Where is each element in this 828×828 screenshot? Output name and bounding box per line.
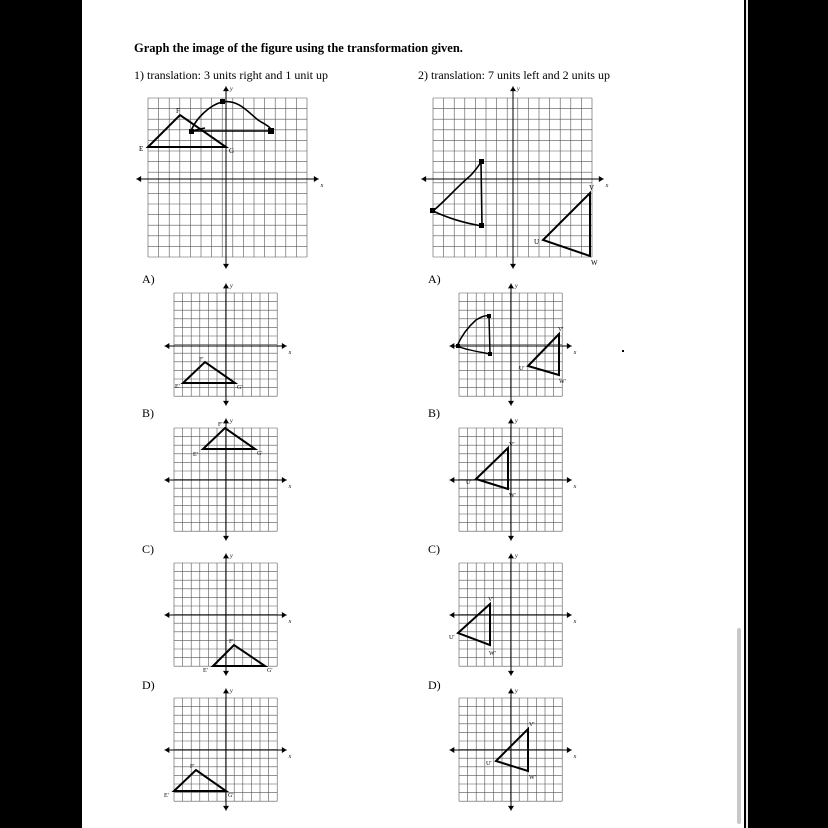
axis-arrow — [223, 671, 229, 676]
x-axis-label: x — [320, 183, 324, 189]
label-e-prime: E' — [175, 384, 180, 390]
window-edge — [746, 0, 748, 828]
label-f-prime: F' — [218, 422, 223, 428]
axis-arrow — [282, 477, 287, 483]
label-g-prime: G' — [257, 451, 263, 457]
axis-arrow — [567, 612, 572, 618]
label-v-prime: V' — [558, 327, 564, 333]
label-w: W — [591, 259, 598, 267]
axis-arrow — [567, 477, 572, 483]
label-u-prime: U' — [519, 366, 525, 372]
label-f: F — [176, 107, 180, 115]
option-1a-graph — [165, 285, 295, 410]
worksheet-heading: Graph the image of the figure using the transformation given. — [134, 41, 463, 55]
label-g-prime: G' — [228, 793, 234, 799]
axis-arrow — [421, 176, 426, 182]
option-2b-label: B) — [428, 406, 440, 420]
option-2a-graph — [448, 282, 583, 407]
axis-arrow — [599, 176, 604, 182]
axis-arrow — [165, 477, 170, 483]
y-axis-label: y — [517, 86, 520, 93]
axis-arrow — [508, 689, 514, 694]
axis-arrow — [510, 264, 516, 269]
triangle — [213, 645, 265, 666]
label-f-prime: F' — [199, 357, 204, 363]
axis-arrow — [165, 747, 170, 753]
label-f-prime: F' — [190, 764, 195, 770]
drawn-point — [456, 344, 460, 348]
problem-2-original-graph — [420, 85, 620, 275]
student-drawing — [433, 162, 482, 226]
option-2b-graph — [448, 418, 583, 543]
option-1d-label: D) — [142, 678, 155, 692]
option-2c-graph — [448, 552, 583, 677]
label-u-prime: U' — [486, 761, 492, 767]
axis-arrow — [567, 343, 572, 349]
axis-arrow — [508, 671, 514, 676]
label-e-prime: E' — [164, 793, 169, 799]
label-e: E — [139, 145, 144, 153]
label-w-prime: W' — [489, 651, 496, 657]
x-axis-label: x — [288, 484, 292, 490]
axis-arrow — [223, 536, 229, 541]
drawn-point — [220, 99, 225, 104]
option-2c-label: C) — [428, 542, 440, 556]
axis-arrow — [508, 419, 514, 424]
y-axis-label: y — [515, 688, 518, 695]
axis-arrow — [136, 176, 141, 182]
y-axis-label: y — [515, 553, 518, 560]
axis-arrow — [223, 284, 229, 289]
axis-arrow — [510, 86, 516, 91]
triangle — [528, 334, 559, 375]
axis-arrow — [450, 612, 455, 618]
label-f-prime: F' — [229, 639, 234, 645]
label-g-prime: G' — [237, 385, 243, 391]
drawn-point — [430, 208, 435, 213]
axis-arrow — [450, 747, 455, 753]
axis-arrow — [508, 284, 514, 289]
axis-arrow — [165, 612, 170, 618]
y-axis-label: y — [230, 418, 233, 425]
x-axis-label: x — [288, 619, 292, 625]
student-drawing — [191, 102, 272, 131]
axis-arrow — [450, 343, 455, 349]
label-w-prime: W' — [559, 379, 566, 385]
option-2d-label: D) — [428, 678, 441, 692]
label-w-prime: W' — [529, 775, 536, 781]
label-w-prime: W' — [509, 493, 516, 499]
y-axis-label: y — [230, 553, 233, 560]
x-axis-label: x — [573, 350, 577, 356]
y-axis-label: y — [230, 283, 233, 290]
x-axis-label: x — [605, 183, 609, 189]
option-1c-graph — [165, 552, 295, 677]
axis-arrow — [450, 477, 455, 483]
axis-arrow — [508, 401, 514, 406]
x-axis-label: x — [573, 484, 577, 490]
y-axis-label: y — [515, 283, 518, 290]
label-e-prime: E' — [193, 452, 198, 458]
x-axis-label: x — [573, 754, 577, 760]
drawn-point — [487, 314, 491, 318]
label-v-prime: V' — [509, 442, 515, 448]
axis-arrow — [282, 612, 287, 618]
option-1b-label: B) — [142, 406, 154, 420]
option-1d-graph — [160, 685, 295, 810]
label-v-prime: V' — [529, 722, 535, 728]
y-axis-label: y — [230, 688, 233, 695]
axis-arrow — [314, 176, 319, 182]
option-1c-label: C) — [142, 542, 154, 556]
scrollbar-thumb[interactable] — [737, 628, 741, 824]
triangle — [183, 362, 235, 383]
axis-arrow — [223, 264, 229, 269]
axis-arrow — [282, 343, 287, 349]
label-e-prime: E' — [203, 668, 208, 674]
x-axis-label: x — [288, 350, 292, 356]
option-2d-graph — [448, 685, 583, 810]
axis-arrow — [508, 554, 514, 559]
triangle — [458, 604, 490, 645]
label-u-prime: U' — [449, 635, 455, 641]
stray-mark — [622, 350, 624, 352]
axis-arrow — [508, 806, 514, 811]
axis-arrow — [223, 401, 229, 406]
x-axis-label: x — [288, 754, 292, 760]
problem-2-label: 2) translation: 7 units left and 2 units up — [418, 68, 610, 82]
y-axis-label: y — [230, 86, 233, 93]
axis-arrow — [567, 747, 572, 753]
drawn-point — [268, 128, 274, 134]
x-axis-label: x — [573, 619, 577, 625]
drawn-point — [488, 352, 492, 356]
drawn-point — [479, 159, 484, 164]
axes — [421, 86, 603, 268]
y-axis-label: y — [515, 418, 518, 425]
label-g: G — [229, 147, 235, 155]
axis-arrow — [223, 689, 229, 694]
axis-arrow — [508, 536, 514, 541]
label-g-prime: G' — [267, 668, 273, 674]
label-v-prime: V' — [488, 597, 494, 603]
axis-arrow — [223, 554, 229, 559]
triangle — [203, 428, 255, 449]
axis-arrow — [223, 806, 229, 811]
problem-1-original-graph — [130, 85, 330, 275]
axes — [136, 86, 318, 268]
axis-arrow — [282, 747, 287, 753]
axis-arrow — [223, 86, 229, 91]
option-2a-label: A) — [428, 272, 441, 286]
axis-arrow — [165, 343, 170, 349]
label-u-prime: U' — [466, 480, 472, 486]
problem-1-label: 1) translation: 3 units right and 1 unit up — [134, 68, 328, 82]
axis-arrow — [223, 419, 229, 424]
label-v: V — [589, 184, 595, 192]
drawn-point — [189, 129, 194, 134]
option-1b-graph — [165, 418, 295, 543]
option-1a-label: A) — [142, 272, 155, 286]
label-u: U — [534, 238, 540, 246]
triangle — [476, 448, 508, 489]
drawn-point — [479, 223, 484, 228]
